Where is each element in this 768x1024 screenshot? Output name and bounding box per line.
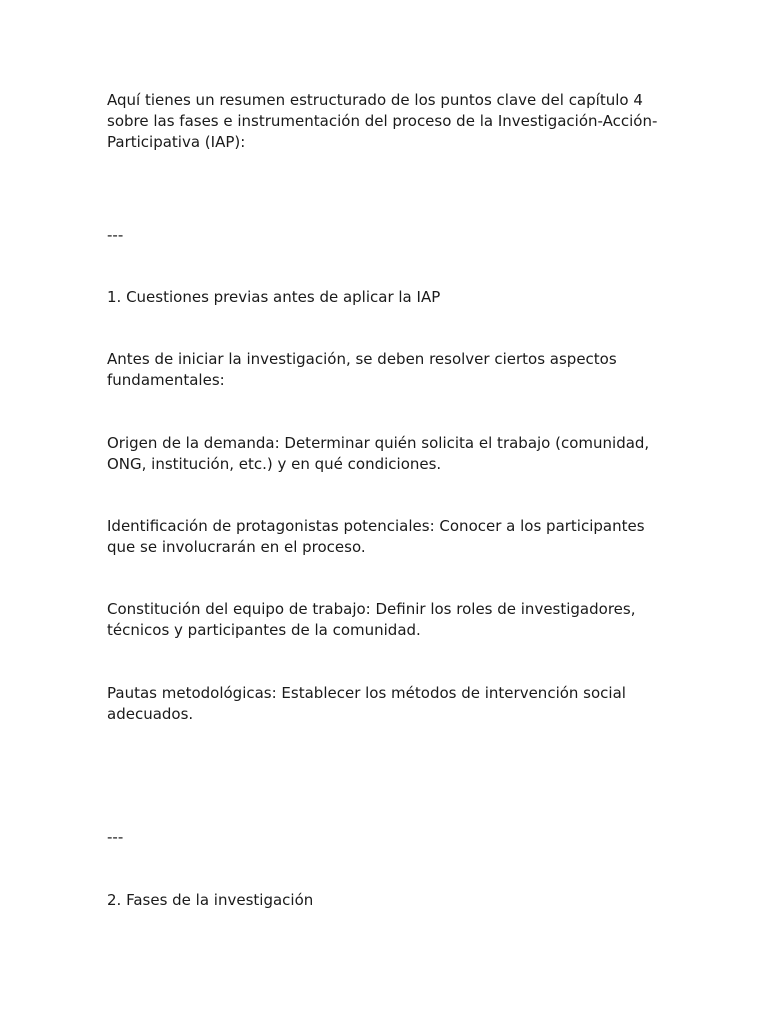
section-1-heading: 1. Cuestiones previas antes de aplicar la IAP: [107, 288, 441, 306]
section-1-item-equipo: Constitución del equipo de trabajo: Definir los roles de investigadores, técnicos y participantes de la comunidad.: [107, 600, 636, 639]
section-1-item-origen: Origen de la demanda: Determinar quién solicita el trabajo (comunidad, ONG, institución, etc.) y en qué condiciones.: [107, 434, 650, 473]
section-1-item-pautas: Pautas metodológicas: Establecer los métodos de intervención social adecuados.: [107, 684, 626, 723]
section-1-item-protagonistas: Identificación de protagonistas potenciales: Conocer a los participantes que se involucrarán en el proceso.: [107, 517, 645, 556]
section-2-heading: 2. Fases de la investigación: [107, 891, 314, 909]
intro-paragraph: Aquí tienes un resumen estructurado de los puntos clave del capítulo 4 sobre las fases e instrumentación del proceso de la Investigación-Acción- Participativa (IAP):: [107, 91, 658, 151]
section-separator: ---: [107, 226, 124, 244]
section-separator: ---: [107, 828, 124, 846]
section-1-paragraph: Antes de iniciar la investigación, se deben resolver ciertos aspectos fundamentales:: [107, 350, 617, 389]
